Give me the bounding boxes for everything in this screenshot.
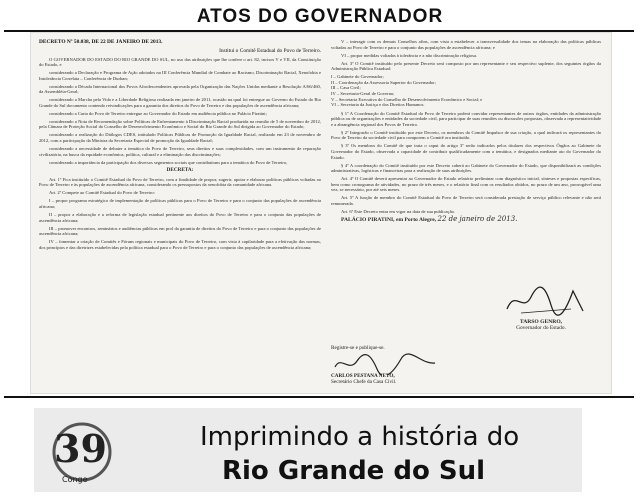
inciso-2: II – propor a elaboração e a reforma de legislação estadual pertinente aos direitos do Povo de Terreiro e para o conjunto das populações de ascendência africana;	[39, 211, 321, 223]
orgao-2: II – Coordenação da Assessoria Superior do Governador;	[331, 79, 436, 85]
orgao-1: I – Gabinete do Governador;	[331, 74, 384, 80]
inciso-1: I – propor programa estratégico de implementação de políticas públicas para o Povo de Terreiro e para o conjunto das populações de ascendência africana;	[39, 198, 321, 209]
orgao-3: III – Casa Civil;	[331, 85, 361, 91]
paragraph-2: § 2º Integrarão o Comitê instituído por este Decreto, os membros do Comitê Impulsor de sua criação, a qual indicará os representantes do Povo de Terreiro da sociedade civil para comporem o Comitê ora instituído.	[331, 129, 601, 141]
banner-panel	[34, 408, 582, 492]
decree-intro: O GOVERNADOR DO ESTADO DO RIO GRANDE DO SUL, no uso das atribuições que lhe confere o art. 82, incisos V e VII, da Constituição do Estado, e	[39, 56, 321, 68]
footer-banner	[0, 400, 640, 500]
registro: Registre-se e publique-se.	[331, 345, 385, 351]
article-6: Art. 6º Este Decreto entra em vigor na data de sua publicação.	[341, 208, 456, 214]
governor-signature-block	[491, 319, 591, 331]
considerando-6: considerando a realização do Diálogos CDES, intitulado Políticas Públicas de Promoção da Igualdade Racial, realizado em 23 de novembro de 2012, com a participação da Ministra da Secretaria Especial de promoção da Igualdade Racial;	[39, 132, 321, 144]
decree-document	[30, 32, 612, 394]
logo-text: Conge	[62, 475, 88, 484]
bottom-rule	[4, 396, 634, 398]
article-2: Art. 2º Compete ao Comitê Estadual do Povo de Terreiro:	[49, 190, 155, 196]
article-3: Art. 3º O Comitê instituído pelo presente Decreto será composto por um representante e seu respectivo suplente, dos seguintes órgãos da Administração Pública Estadual:	[331, 60, 601, 72]
article-4: Art. 4º O Comitê deverá apresentar ao Governador do Estado relatório preliminar com diagnóstico inicial, sínteses e propostas específicas, bem como cronograma de atividades, no prazo de três meses, e o relatório final com os resultados obtidos, no prazo de um ano, prorrogável uma vez, se necessário, por até seis meses.	[331, 176, 601, 193]
paragraph-4: § 4º A coordenação do Comitê instituído por este Decreto caberá ao Gabinete do Governador do Estado, que disponibilizará as condições administrativas, logísticas e financeiras para a realização de suas atribuições.	[331, 162, 601, 174]
considerando-8: considerando a importância da participação dos diversos segmentos sociais que contribuíram para a temática do Povo de Terreiro,	[49, 159, 288, 165]
considerando-1: considerando a Declaração e Programa de Ação adotados na III Conferência Mundial de Combate ao Racismo, Discriminação Racial, Xenofobia e Intolerância Correlata – Conferência de Durban;	[39, 70, 321, 81]
corag-39-logo-icon	[44, 412, 118, 488]
secretary-name: CARLOS PESTANA NETO,	[331, 373, 395, 379]
article-1: Art. 1º Fica instituído o Comitê Estadual do Povo de Terreiro, com a finalidade de propor, sugerir, apoiar e elaborar políticas públicas voltadas ao Povo de Terreiro e às populações de ascendência africana, considerando os pressupostos da xenofobia da comunidade africana.	[39, 176, 321, 188]
secretary-signature-block	[331, 373, 441, 385]
orgao-6: VI – Secretaria da Justiça e dos Direitos Humanos.	[331, 102, 425, 108]
decree-right-column	[331, 39, 601, 226]
decree-subtitle: Institui o Comitê Estadual do Povo de Terreiro.	[219, 47, 321, 54]
decreta-heading: DECRETA:	[166, 167, 194, 174]
secretary-signature-icon	[331, 351, 441, 375]
signature-date-handwritten: 22 de janeiro de 2013.	[437, 214, 518, 223]
orgao-4: IV – Secretaria-Geral de Governo;	[331, 90, 395, 96]
banner-line-2: Rio Grande do Sul	[222, 456, 486, 486]
banner-line-1: Imprimindo a história do	[200, 422, 520, 452]
inciso-5: V – interagir com os demais Conselhos afins, com vista a estabelecer a transversalidade dos temas na elaboração das políticas públicas voltadas ao Povo de Terreiro e para o conjunto das populações de ascendência africana; e	[331, 39, 601, 50]
governor-title: Governador do Estado.	[516, 325, 566, 331]
decree-left-column	[39, 39, 321, 253]
considerando-3: considerando a Marcha pela Vida e a Liberdade Religiosa realizada em janeiro de 2011, ocasião na qual foi entregue ao Governo do Estado do Rio Grande do Sul documento contendo reivindicações para a garantia dos direitos do Povo de Terreiro e das populações de ascendência africana;	[39, 97, 321, 108]
logo-number: 39	[54, 426, 107, 471]
paragraph-3: § 3º Os membros do Comitê de que trata o caput do artigo 3º serão indicados pelos titulares dos respectivos Órgãos ao Gabinete do Governador do Estado, observada a capacidade de contribuir qualificadamente com a temática, e designados mediante ato do Governador do Estado.	[331, 143, 601, 160]
inciso-4: IV – fomentar a criação de Comitês e Fóruns regionais e municipais do Povo de Terreiro, com vista à capilaridade para a efetivação das normas, dos princípios e das diretrizes estabelecidas pela política estadual para o Povo de Terreiro e para o conjunto das populações de ascendência africana;	[39, 239, 321, 250]
secretary-title: Secretário Chefe da Casa Civil.	[331, 379, 397, 385]
paragraph-1: § 1º A Coordenação do Comitê Estadual do Povo de Terreiro poderá convidar representantes de outros órgãos, entidades da administração pública ou de organizações e entidades da sociedade civil, para participar de suas reuniões ou discussões propostas, observada a representatividade e a abrangência regional dos Povos de Terreiro.	[331, 110, 601, 127]
considerando-2: considerando a Década Internacional dos Povos Afrodescendentes aprovada pela Organização das Nações Unidas mediante a Resolução A/66/460, da Assembléia-Geral;	[39, 83, 321, 95]
inciso-6: VI – propor medidas voltadas à tolerância e a não discriminação religiosa.	[341, 52, 478, 58]
orgao-5: V – Secretaria Executiva do Conselho de Desenvolvimento Econômico e Social; e	[331, 96, 483, 102]
signature-place: PALÁCIO PIRATINI, em Porto Alegre,	[341, 216, 437, 223]
considerando-5: considerando a Nota de Recomendação sobre Políticas de Enfrentamento à Discriminação Racial produzida na reunião de 5 de novembro de 2012, pela Câmara de Proteção Social do Conselho de Desenvolvimento Econômico e Social do Rio Grande do Sul dirigida ao Governador do Estado;	[39, 118, 321, 130]
considerando-7: considerando a necessidade de debater a temática do Povo de Terreiro, seus direitos e suas complexidades, com um instrumento de reparação civilizatória, na busca da equidade econômica, política, cultural e a eliminação das discriminações;	[39, 146, 321, 157]
signature-date	[331, 214, 601, 224]
decree-number: DECRETO Nº 50.038, DE 22 DE JANEIRO DE 2013.	[39, 39, 163, 45]
page-headline: ATOS DO GOVERNADOR	[196, 6, 444, 27]
governor-signature-icon	[501, 283, 591, 319]
governor-name: TARSO GENRO,	[519, 319, 563, 325]
considerando-4: considerando a Carta do Povo de Terreiro entregue ao Governador do Estado em audiência pública no Palácio Piratini;	[49, 110, 267, 116]
inciso-3: III – promover encontros, seminários e audiências públicas em prol da garantia de direitos do Povo de Terreiro e para o conjunto das populações de ascendência africana;	[39, 225, 321, 237]
article-5: Art. 5º A função de membro do Comitê Estadual do Povo de Terreiro será considerada prestação de serviço público relevante e não será remunerada.	[331, 195, 601, 206]
